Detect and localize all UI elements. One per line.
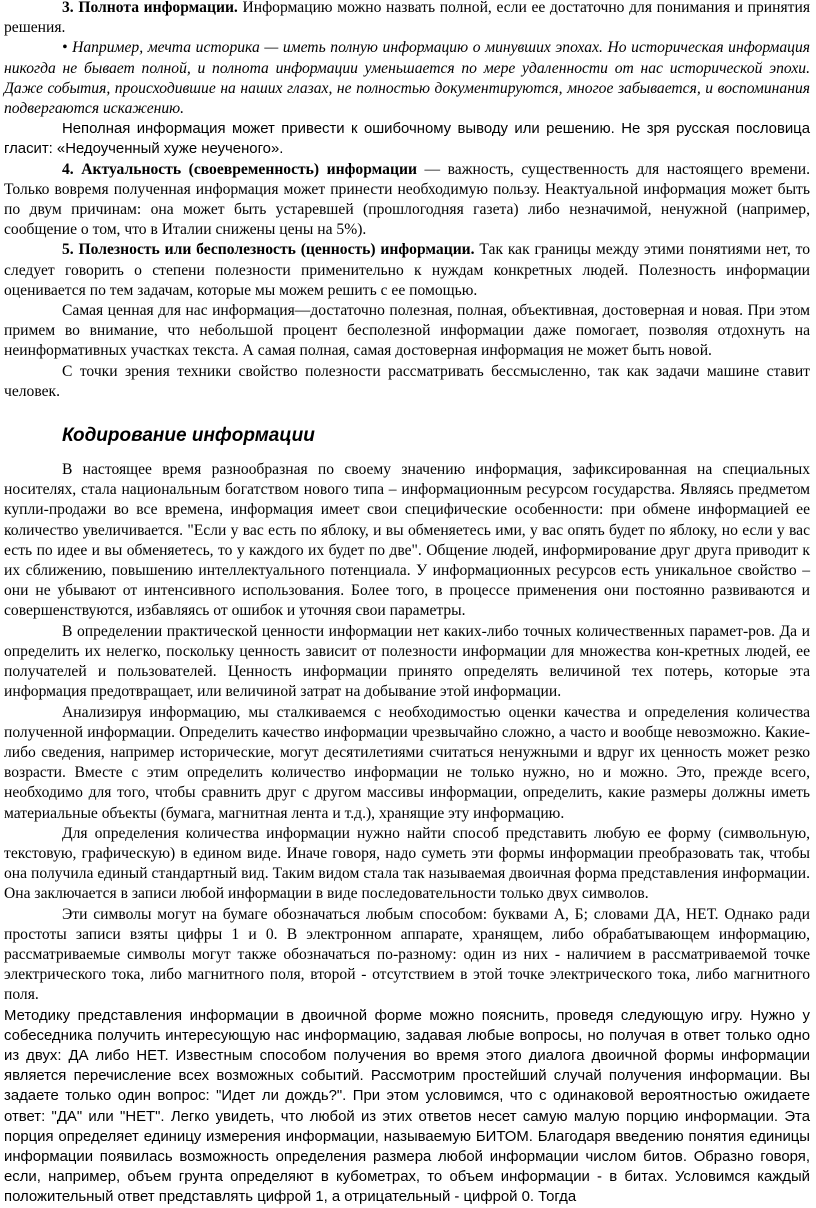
paragraph-technical-view: С точки зрения техники свойство полезности рассматривать бессмысленно, так как задачи машине ставит человек.	[4, 362, 810, 400]
paragraph-encoding-4: Для определения количества информации нужно найти способ представить любую ее форму (символьную, текстовую, графическую) в едином виде. Иначе говоря, надо суметь эти формы информации преобразовать так, чтобы она получила единый стандартный вид. Таким видом стала так называемая двоичная форма представления информации. Она заключается в записи любой информации в виде последовательности только двух символов.	[4, 824, 810, 903]
paragraph-completeness-example: • Например, мечта историка — иметь полную информацию о минувших эпохах. Но историческая информация никогда не бывает полной, и полнота информации уменьшается по мере удаленности от нас исторической эпохи. Даже события, происходившие на наших глазах, не полностью документируются, многое забывается, и воспоминания подвергаются искажению.	[4, 39, 810, 118]
paragraph-encoding-5: Эти символы могут на бумаге обозначаться любым способом: буквами А, Б; словами ДА, НЕТ. Однако ради простоты записи взяты цифры 1 и 0. В электронном аппарате, хранящем, либо обрабатывающем информацию, рассматриваемые символы могут также обозначаться по-разному: один из них - наличием в рассматриваемой точке электрического тока, либо магнитного поля, второй - отсутствием в этой точке электрического тока, либо магнитного поля.	[4, 905, 810, 1004]
paragraph-encoding-3: Анализируя информацию, мы сталкиваемся с необходимостью оценки качества и определения количества полученной информации. Определить качество информации чрезвычайно сложно, а часто и вообще невозможно. Какие-либо сведения, например исторические, могут десятилетиями считаться ненужными и вдруг их ценность может резко возрасти. Вместе с этим определить количество информации не только нужно, но и можно. Это, прежде всего, необходимо для того, чтобы сравнить друг с другом массивы информации, определить, какие размеры должны иметь материальные объекты (бумага, магнитная лента и т.д.), хранящие эту информацию.	[4, 703, 810, 822]
paragraph-usefulness	[4, 240, 810, 301]
text-usefulness: Так как границы между этими понятиями нет, то следует говорить о степени полезности применительно к нуждам конкретных людей. Полезность информации оценивается по тем задачам, которые мы можем решить с ее помощью.	[4, 241, 810, 299]
heading-usefulness: 5. Полезность или бесполезность (ценность) информации.	[62, 241, 475, 259]
section-title-encoding: Кодирование информации	[62, 425, 315, 447]
paragraph-completeness	[4, 0, 810, 38]
paragraph-incomplete-info: Неполная информация может привести к ошибочному выводу или решению. Не зря русская пословица гласит: «Недоученный хуже неученого».	[4, 121, 810, 158]
paragraph-relevance	[4, 160, 810, 241]
text-completeness: Информацию можно назвать полной, если ее достаточно для понимания и принятия решения.	[4, 0, 810, 37]
paragraph-encoding-1: В настоящее время разнообразная по своему значению информация, зафиксированная на специальных носителях, стала национальным богатством нового типа – информационным ресурсом государства. Являясь предметом купли-продажи во все времена, информация имеет свои специфические особенности: при обмене информацией ее количество увеличивается. "Если у вас есть по яблоку, и вы обменяетесь ими, у вас опять будет по яблоку, но если у вас есть по идее и вы обменяетесь, то у каждого их будет по две". Общение людей, информирование друг друга приводит к их сближению, повышению интеллектуального потенциала. У информационных ресурсов есть уникальное свойство – они не убывают от интенсивного использования. Более того, в процессе применения они постоянно развиваются и совершенствуются, избавляясь от ошибок и уточняя свои параметры.	[4, 461, 810, 620]
paragraph-encoding-2: В определении практической ценности информации нет каких-либо точных количественных парамет-ров. Да и определить их нелегко, поскольку ценность зависит от полезности информации для множества кон-кретных людей, ее получателей и пользователей. Ценность информации принято определять величиной тех потерь, которые эта информация предотвращает, или величиной затрат на добывание этой информации.	[4, 622, 810, 701]
paragraph-encoding-6: Методику представления информации в двоичной форме можно пояснить, проведя следующую игру. Нужно у собеседника получить интересующую нас информацию, задавая любые вопросы, но получая в ответ только одно из двух: ДА либо НЕТ. Известным способом получения во время этого диалога двоичной формы информации является перечисление всех возможных событий. Рассмотрим простейший случай получения информации. Вы задаете только один вопрос: "Идет ли дождь?". При этом условимся, что с одинаковой вероятностью ожидаете ответ: "ДА" или "НЕТ". Легко увидеть, что любой из этих ответов несет самую малую порцию информации. Эта порция определяет единицу измерения информации, называемую БИТОМ. Благодаря введению понятия единицы информации появилась возможность определения размера любой информации числом битов. Образно говоря, если, например, объем грунта определяют в кубометрах, то объем информации - в битах. Условимся каждый положительный ответ представлять цифрой 1, а отрицательный - цифрой 0. Тогда	[4, 1007, 810, 1206]
heading-relevance: 4. Актуальность (своевременность) информации	[62, 160, 417, 178]
heading-completeness: 3. Полнота информации.	[62, 0, 238, 16]
text-relevance: — важность, существенность для настоящего времени. Только вовремя полученная информация может принести необходимую пользу. Неактуальной информация может быть по двум причинам: она может быть устаревшей (прошлогодняя газета) либо незначимой, ненужной (например, сообщение о том, что в Италии снижены цены на 5%).	[4, 160, 810, 239]
paragraph-valuable-info: Самая ценная для нас информация—достаточно полезная, полная, объективная, достоверная и новая. При этом примем во внимание, что небольшой процент бесполезной информации даже помогает, позволяя отдохнуть на неинформативных участках текста. А самая полная, самая достоверная информация не может быть новой.	[4, 302, 810, 360]
